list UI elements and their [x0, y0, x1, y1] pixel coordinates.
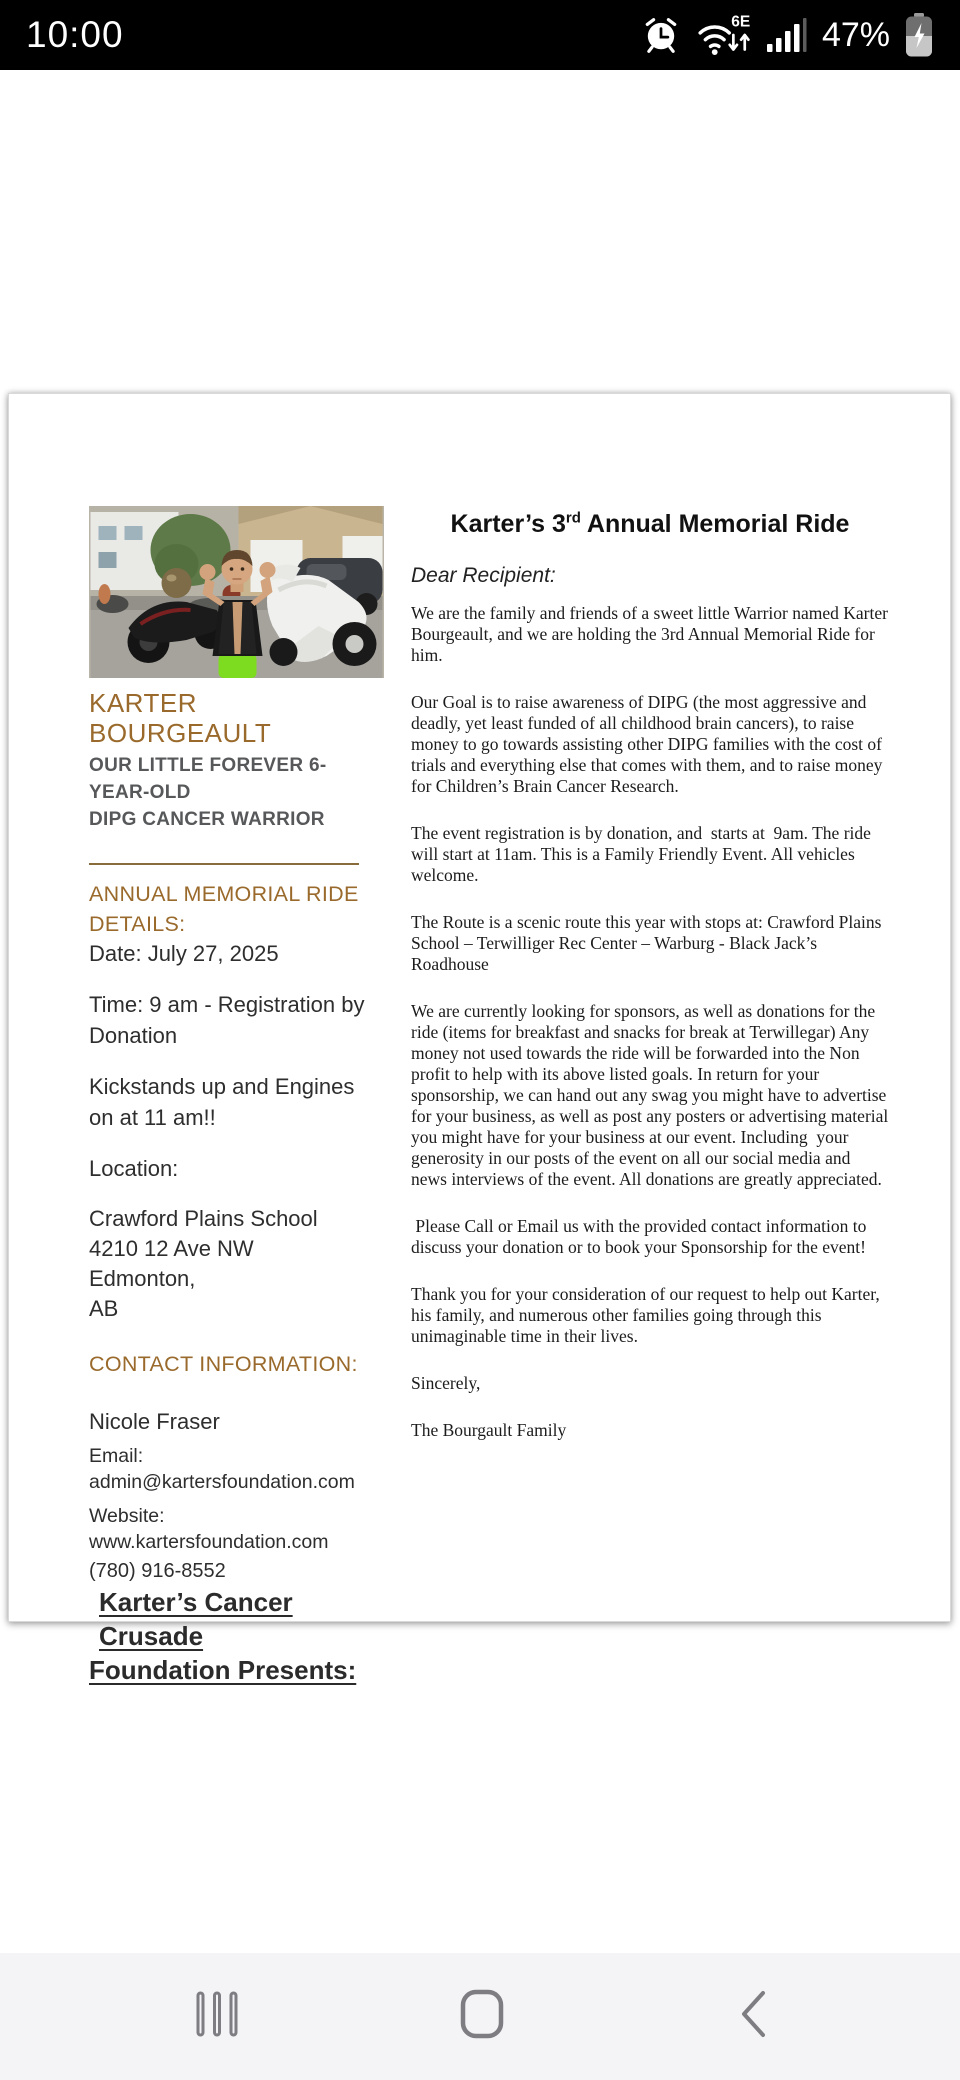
letter-paragraph: Our Goal is to raise awareness of DIPG (the most aggressive and deadly, yet least funded of all childhood brain cancers), to raise money to go towards assisting other DIPG families with the cost of trials and everything else that comes with them, and to raise money for Children’s Brain Cancer Research. [411, 692, 887, 796]
ride-details-heading: ANNUAL MEMORIAL RIDE DETAILS: [89, 882, 359, 936]
status-bar [0, 0, 960, 70]
recents-button[interactable] [147, 1953, 287, 2080]
home-button[interactable] [412, 1953, 552, 2080]
divider [89, 863, 359, 865]
letter-paragraph: Thank you for your consideration of our request to help out Karter, his family, and numerous other families going through this unimaginable time in their lives. [411, 1284, 885, 1346]
address-line-2: 4210 12 Ave NW Edmonton, [89, 1236, 285, 1291]
letter-signature: The Bourgault Family [411, 1420, 567, 1440]
subtitle-line-1: OUR LITTLE FOREVER 6-YEAR-OLD [89, 755, 327, 803]
signal-icon [766, 15, 808, 55]
letter-paragraph: We are currently looking for sponsors, as well as donations for the ride (items for breakfast and snacks for break at Terwillegar) Any money not used towards the ride will be forwarded into the Non profit to help with its above listed goals. In return for your sponsorship, we can hand out any swag you might have to advertise for your business, as well as post any posters or advertising material you might have for your business at our event. Including your generosity in our posts of the event on all our social media and news interviews of the event. All donations are greatly appreciated. [411, 1001, 893, 1189]
document-page[interactable] [8, 393, 951, 1685]
karter-photo [89, 506, 384, 678]
address-line-1: Crawford Plains School [89, 1206, 318, 1231]
letter-paragraph: The event registration is by donation, and starts at 9am. The ride will start at 11am. This is a Family Friendly Event. All vehicles welcome. [411, 823, 876, 885]
letter-title-suffix: Annual Memorial Ride [580, 510, 850, 538]
flyer-left-column [89, 506, 384, 1687]
letter-title-superscript: rd [565, 509, 581, 527]
kickstands-line: Kickstands up and Engines on at 11 am!! [89, 1074, 355, 1130]
svg-text:6E: 6E [731, 13, 751, 31]
photo-caption-subtitle [89, 752, 384, 833]
contact-website: Website: www.kartersfoundation.com [89, 1505, 329, 1553]
subtitle-line-2: DIPG CANCER WARRIOR [89, 809, 325, 830]
battery-charging-icon [904, 13, 934, 57]
presents-line-1: Karter’s Cancer Crusade [99, 1587, 293, 1651]
letter-closing: Sincerely, [411, 1373, 481, 1393]
home-icon [460, 1989, 504, 2044]
navigation-bar [0, 1953, 960, 2080]
recents-icon [196, 1991, 238, 2042]
contact-phone: (780) 916-8552 [89, 1560, 226, 1582]
contact-email: Email: admin@kartersfoundation.com [89, 1445, 355, 1493]
letter-salutation: Dear Recipient: [411, 564, 556, 587]
location-label: Location: [89, 1156, 179, 1181]
time-line: Time: 9 am - Registration by Donation [89, 992, 365, 1048]
presents-heading [89, 1585, 384, 1687]
letter-title [411, 509, 889, 539]
battery-percent-text: 47% [821, 15, 890, 54]
presents-line-2: Foundation Presents: [89, 1655, 357, 1685]
contact-heading: CONTACT INFORMATION: [89, 1352, 358, 1376]
back-chevron-icon [739, 1990, 767, 2043]
clock-text: 10:00 [26, 14, 124, 55]
photo-caption-name: KARTER BOURGEAULT [89, 688, 272, 748]
address-block [89, 1204, 384, 1324]
date-line: Date: July 27, 2025 [89, 941, 279, 966]
back-button[interactable] [683, 1953, 823, 2080]
address-line-3: AB [89, 1296, 119, 1321]
letter-paragraph: We are the family and friends of a sweet little Warrior named Karter Bourgeault, and we are holding the 3rd Annual Memorial Ride for him. [411, 603, 893, 665]
contact-name: Nicole Fraser [89, 1409, 220, 1434]
letter-paragraph: The Route is a scenic route this year with stops at: Crawford Plains School – Terwilliger Rec Center – Warburg - Black Jack’s Roadhouse [411, 912, 886, 974]
wifi-6e-icon [694, 12, 752, 58]
letter-body [411, 509, 893, 1441]
letter-paragraph: Please Call or Email us with the provided contact information to discuss your donation or to book your Sponsorship for the event! [411, 1216, 871, 1257]
alarm-icon [642, 16, 680, 54]
status-icons [642, 12, 934, 58]
letter-title-prefix: Karter’s 3 [450, 510, 566, 538]
